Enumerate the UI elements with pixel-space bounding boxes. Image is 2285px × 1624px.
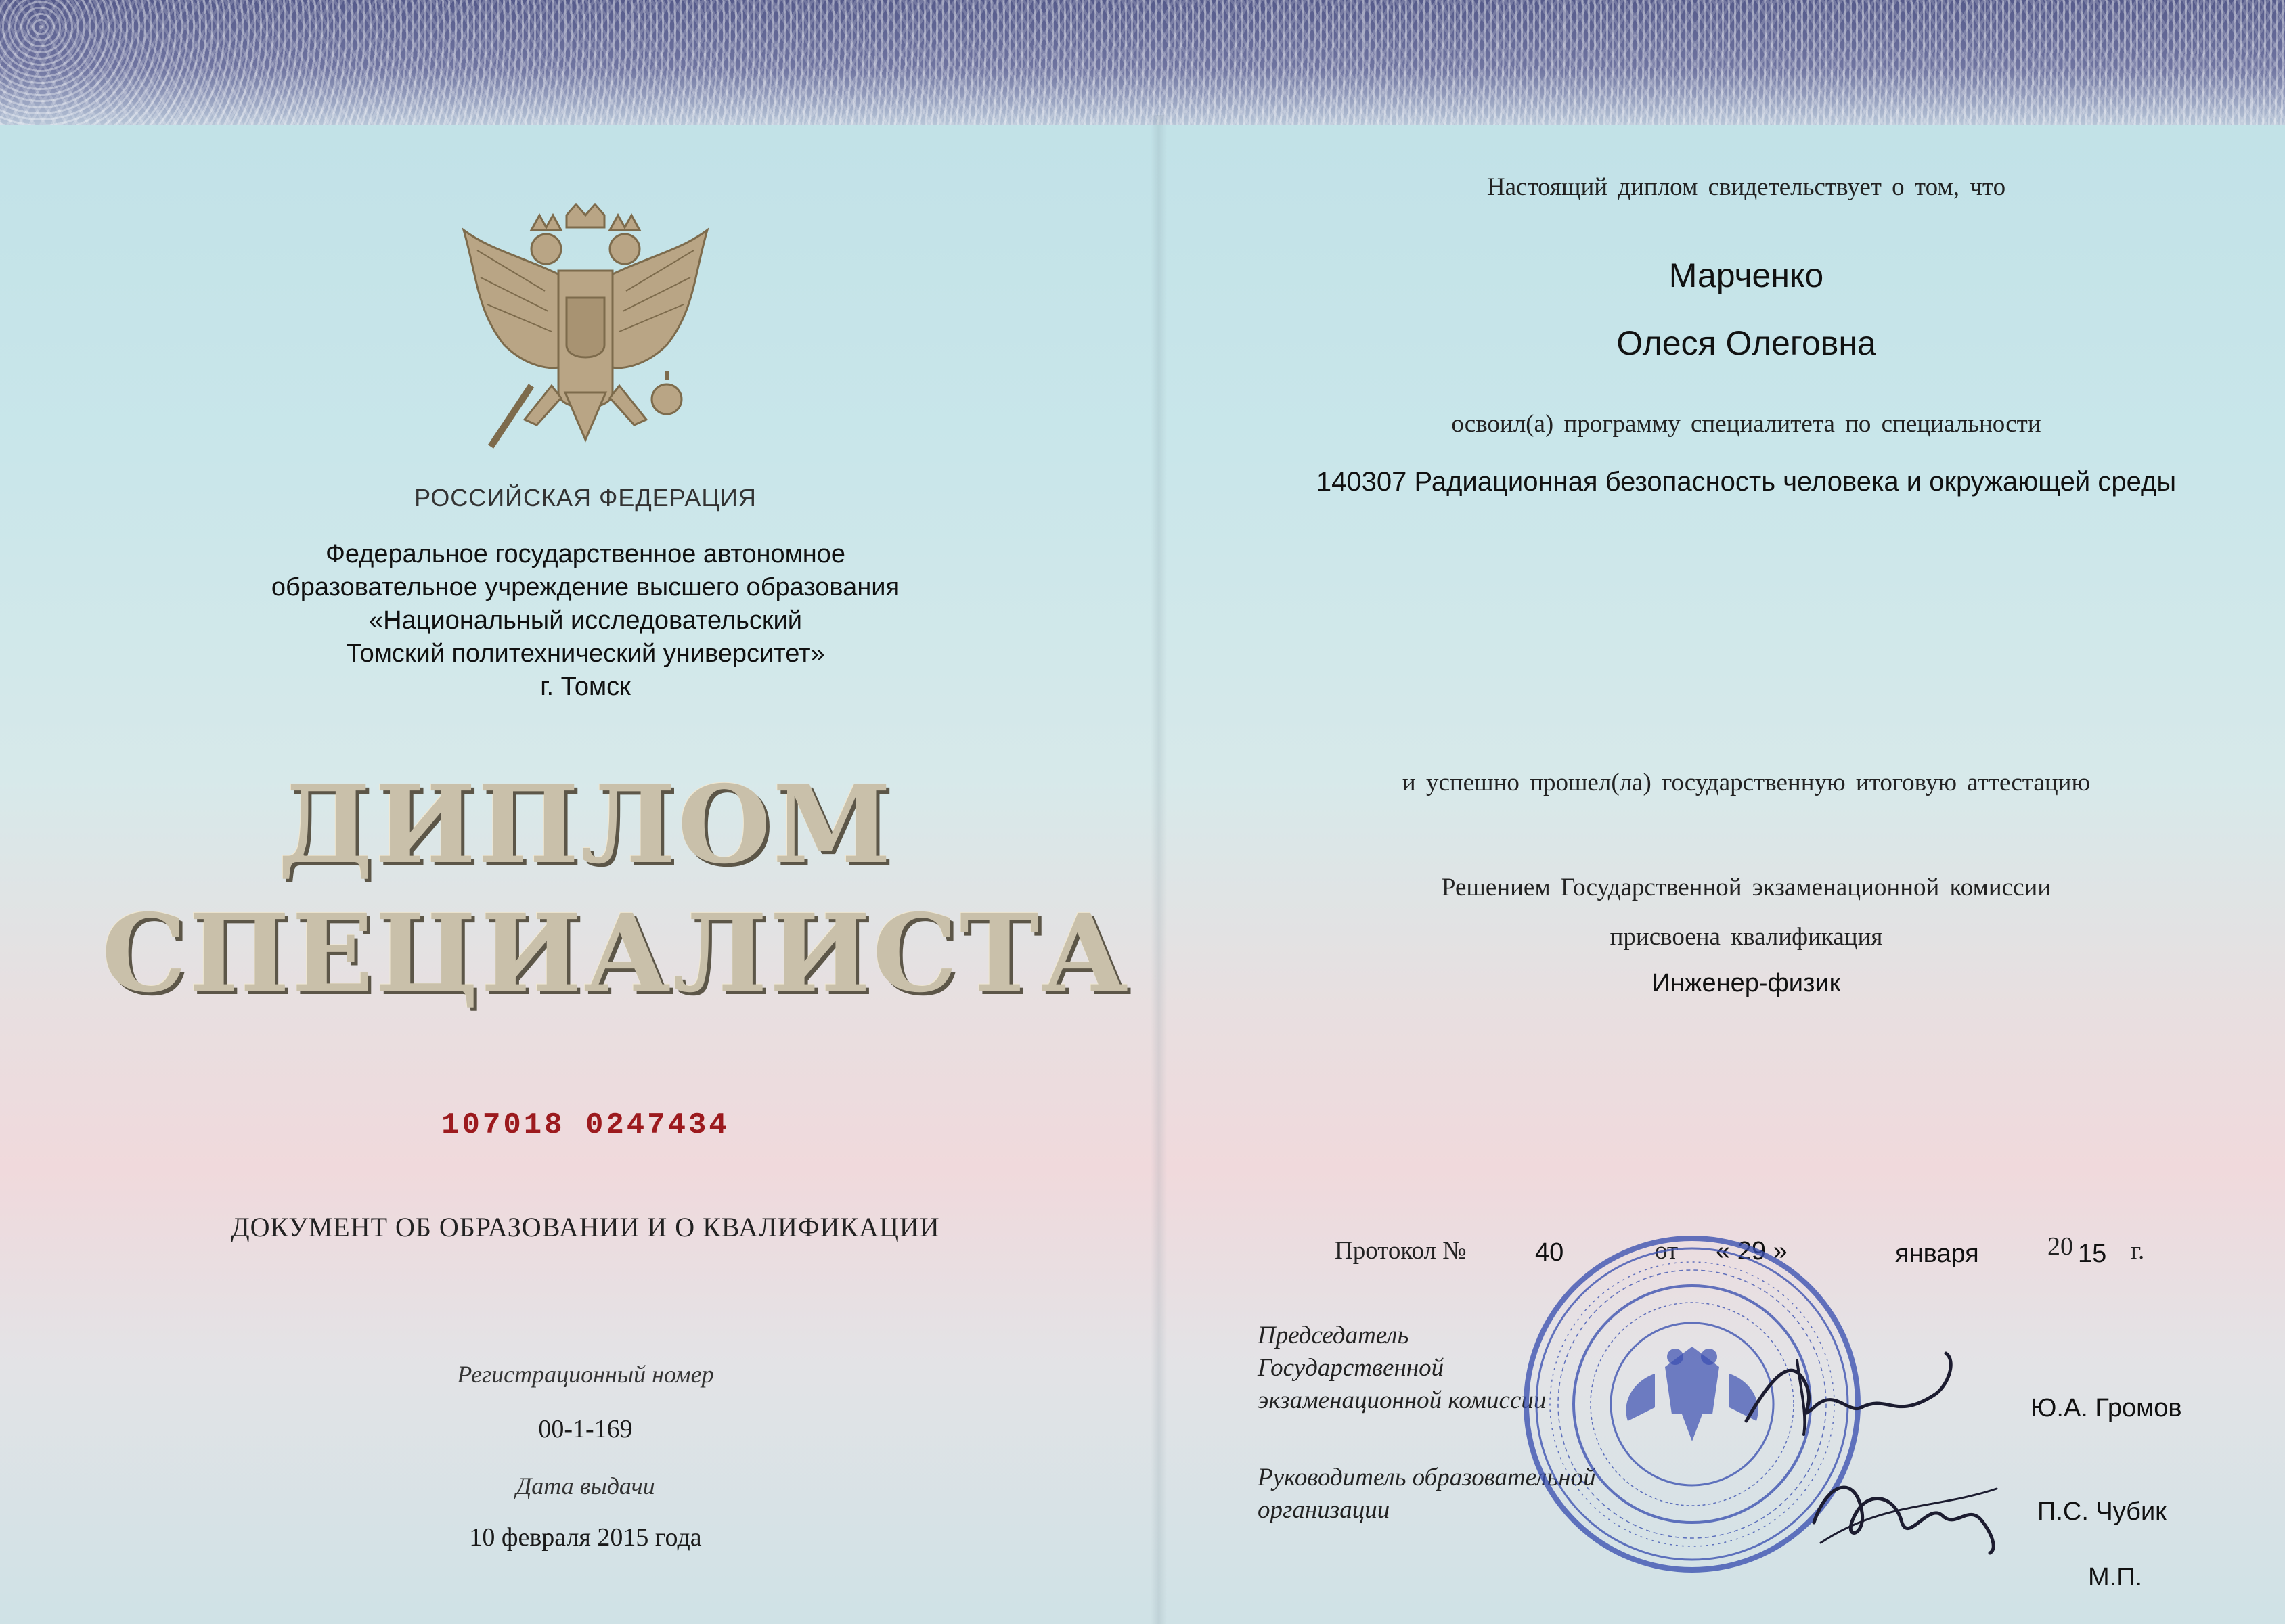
country-name: РОССИЙСКАЯ ФЕДЕРАЦИЯ: [414, 484, 757, 512]
institution-line: образовательное учреждение высшего образования: [271, 573, 900, 602]
protocol-month: января: [1895, 1240, 1979, 1268]
chair-signature-icon: [1733, 1347, 1963, 1441]
institution-line: Томский политехнический университет»: [346, 639, 825, 668]
institution-city: г. Томск: [540, 673, 631, 701]
specialty: 140307 Радиационная безопасность человека и окружающей среды: [1316, 467, 2177, 497]
graduate-surname: Марченко: [1668, 256, 1824, 294]
chair-title: [1258, 1320, 1546, 1417]
stamp-place-mark: М.П.: [2088, 1563, 2143, 1592]
institution-block: [169, 538, 1002, 704]
institution-line: «Национальный исследовательский: [369, 606, 802, 635]
chair-title-line: экзаменационной комиссии: [1258, 1386, 1547, 1414]
head-title-line: Руководитель образовательной: [1258, 1464, 1596, 1491]
protocol-year-prefix: 20: [2047, 1232, 2073, 1261]
registration-number: 00-1-169: [538, 1415, 633, 1443]
chair-title-line: Государственной: [1258, 1354, 1444, 1382]
qualification-awarded-text: присвоена квалификация: [1610, 923, 1883, 951]
mastered-program-text: освоил(а) программу специалитета по специальности: [1451, 410, 2041, 438]
attestation-text: и успешно прошел(ла) государственную итоговую аттестацию: [1402, 769, 2091, 796]
protocol-number: 40: [1535, 1238, 1564, 1267]
chair-title-line: Председатель: [1258, 1322, 1409, 1349]
institution-line: Федеральное государственное автономное: [325, 540, 846, 568]
title-specialist: СПЕЦИАЛИСТА: [102, 891, 1131, 1016]
graduate-given-names: Олеся Олеговна: [1616, 324, 1876, 362]
protocol-from: от: [1655, 1237, 1679, 1265]
page-fold: [1151, 115, 1167, 1624]
registration-label: Регистрационный номер: [457, 1361, 714, 1388]
double-headed-eagle-emblem-icon: [450, 203, 721, 480]
head-signature-icon: [1800, 1462, 2010, 1556]
head-title-line: организации: [1258, 1496, 1390, 1524]
title-diploma: ДИПЛОМ: [278, 763, 893, 888]
document-type: ДОКУМЕНТ ОБ ОБРАЗОВАНИИ И О КВАЛИФИКАЦИИ: [231, 1212, 940, 1242]
guilloche-band: [0, 0, 2285, 125]
qualification: Инженер-физик: [1651, 969, 1841, 997]
protocol-year-unit: г.: [2131, 1237, 2145, 1265]
protocol-label: Протокол №: [1335, 1237, 1467, 1265]
protocol-year-suffix: 15: [2078, 1240, 2107, 1268]
protocol-day: « 29 »: [1716, 1237, 1788, 1265]
commission-decision: Решением Государственной экзаменационной комиссии: [1441, 874, 2051, 901]
head-name: П.С. Чубик: [2037, 1497, 2167, 1526]
chair-name: Ю.А. Громов: [2031, 1394, 2182, 1422]
issue-date-label: Дата выдачи: [516, 1472, 655, 1499]
diploma-serial-number: 107018 0247434: [441, 1108, 730, 1142]
certifies-text: Настоящий диплом свидетельствует о том, что: [1486, 173, 2006, 201]
issue-date: 10 февраля 2015 года: [469, 1523, 702, 1552]
